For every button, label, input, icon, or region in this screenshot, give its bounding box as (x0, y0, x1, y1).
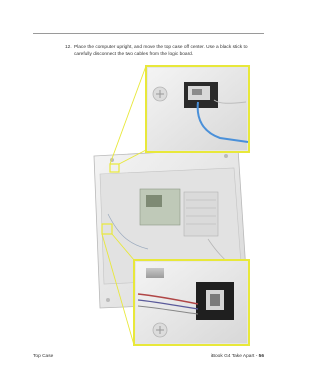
step-number: 12. (65, 45, 72, 50)
footer-section: Top Case (33, 354, 54, 359)
connector-closeup-bottom (134, 260, 249, 345)
header-rule (33, 33, 264, 34)
footer-page-number: 56 (258, 354, 264, 359)
step-text: Place the computer upright, and move the top case off center. Use a black stick to carefully disconnect the two cables from the logic board. (74, 45, 248, 57)
illustration (88, 64, 250, 346)
connector-closeup-top (146, 66, 249, 152)
footer-doc-title: iBook G4 Take Apart - (210, 354, 259, 359)
instruction-step (65, 45, 265, 58)
footer-page-info (211, 354, 264, 359)
